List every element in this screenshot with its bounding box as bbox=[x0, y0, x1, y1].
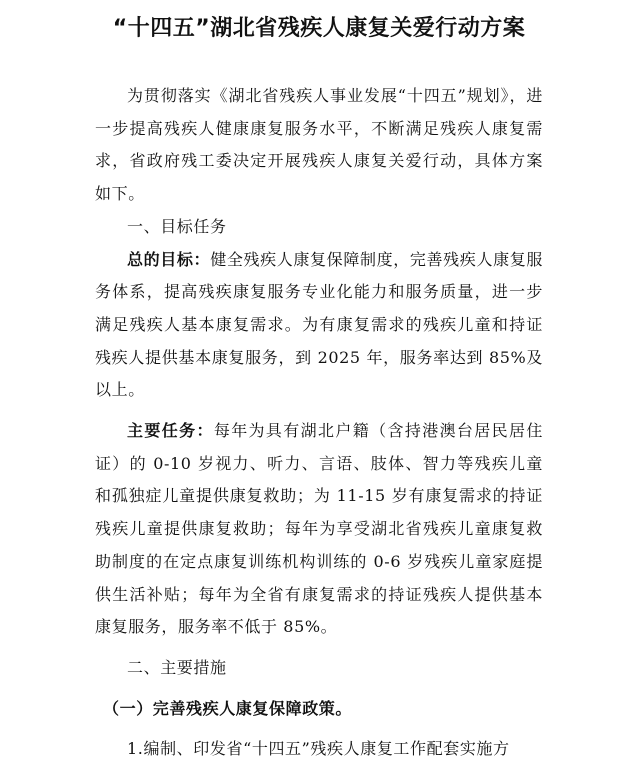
section-heading-measures: 二、主要措施 bbox=[127, 657, 227, 677]
main-tasks-label: 主要任务： bbox=[127, 421, 214, 441]
overall-goal-text: 健全残疾人康复保障制度，完善残疾人康复服务体系，提高残疾康复服务专业化能力和服务质量，进一步满足残疾人基本康复需求。为有康复需求的残疾儿童和持证残疾人提供基本康复服务，到 2025 年，服务率达到 85%及以上。 bbox=[95, 249, 543, 400]
main-tasks-paragraph bbox=[95, 415, 543, 644]
intro-paragraph: 为贯彻落实《湖北省残疾人事业发展“十四五”规划》，进一步提高残疾人健康康复服务水平，不断满足残疾人康复需求，省政府残工委决定开展残疾人康复关爱行动，具体方案如下。 bbox=[95, 86, 543, 204]
document-title: “十四五”湖北省残疾人康复关爱行动方案 bbox=[112, 16, 526, 41]
overall-goal-paragraph bbox=[95, 244, 543, 408]
document-body bbox=[95, 80, 543, 766]
subsection-heading-policy: （一）完善残疾人康复保障政策。 bbox=[103, 698, 353, 718]
main-tasks-text: 每年为具有湖北户籍（含持港澳台居民居住证）的 0-10 岁视力、听力、言语、肢体、智力等残疾儿童和孤独症儿童提供康复救助；为 11-15 岁有康复需求的持证残疾儿童提供康复救助；每年为享受湖北省残疾儿童康复救助制度的在定点康复训练机构训练的 0-6 岁残疾儿童家庭提供生活补贴；每年为全省有康复需求的持证残疾人提供基本康复服务，服务率不低于 85%。 bbox=[95, 421, 543, 637]
section-heading-goals: 一、目标任务 bbox=[127, 216, 227, 236]
measure-item-1: 1.编制、印发省“十四五”残疾人康复工作配套实施方 bbox=[127, 739, 510, 759]
overall-goal-label: 总的目标： bbox=[127, 249, 211, 269]
